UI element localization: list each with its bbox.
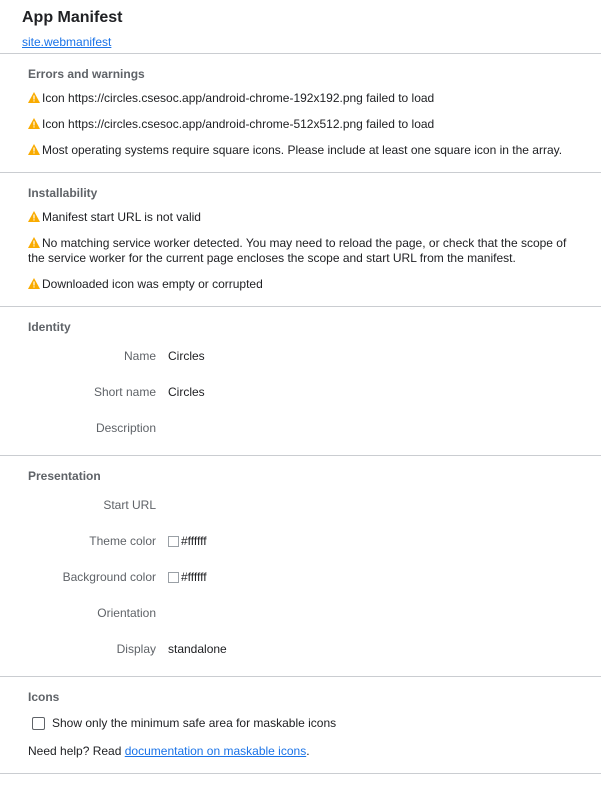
errors-section bbox=[0, 54, 601, 173]
icons-section bbox=[0, 677, 601, 774]
section-title: Errors and warnings bbox=[28, 67, 145, 81]
identity-row-description: Description bbox=[95, 421, 156, 435]
section-title: Presentation bbox=[28, 469, 101, 483]
maskable-icons-docs-link[interactable]: documentation on maskable icons bbox=[124, 744, 307, 758]
identity-row-name: Name Circles bbox=[123, 349, 205, 363]
warning-icon bbox=[28, 211, 40, 222]
maskable-help-text: Need help? Read documentation on maskable icons. bbox=[28, 744, 310, 758]
presentation-row-theme-color: Theme color #ffffff bbox=[89, 534, 207, 548]
theme-color-swatch bbox=[168, 536, 179, 547]
manifest-header bbox=[0, 0, 601, 54]
section-title: Identity bbox=[28, 320, 71, 334]
identity-section bbox=[0, 307, 601, 456]
presentation-section bbox=[0, 456, 601, 677]
warning-item: No matching service worker detected. You may need to reload the page, or check that the scope of the service worker for the current page encloses the scope and start URL from the manifest. bbox=[28, 236, 567, 265]
presentation-row-background-color: Background color #ffffff bbox=[62, 570, 207, 584]
presentation-row-display: Display standalone bbox=[116, 642, 227, 656]
presentation-row-start-url: Start URL bbox=[103, 498, 156, 512]
section-title: Installability bbox=[28, 186, 98, 200]
maskable-safe-area-checkbox[interactable] bbox=[32, 717, 45, 730]
warning-item: Manifest start URL is not valid bbox=[28, 210, 591, 225]
section-title: Icons bbox=[28, 690, 60, 704]
warning-icon bbox=[28, 237, 40, 248]
maskable-safe-area-checkbox-row[interactable]: Show only the minimum safe area for maskable icons bbox=[28, 715, 591, 731]
warning-icon bbox=[28, 278, 40, 289]
warning-item: Downloaded icon was empty or corrupted bbox=[28, 277, 591, 292]
warning-item: Most operating systems require square icons. Please include at least one square icon in the array. bbox=[28, 143, 591, 158]
warning-item: Icon https://circles.csesoc.app/android-chrome-192x192.png failed to load bbox=[28, 91, 591, 106]
installability-section bbox=[0, 173, 601, 307]
warning-icon bbox=[28, 92, 40, 103]
background-color-swatch bbox=[168, 572, 179, 583]
warning-icon bbox=[28, 118, 40, 129]
page-title: App Manifest bbox=[22, 9, 123, 26]
identity-row-short-name: Short name Circles bbox=[93, 385, 205, 399]
warning-icon bbox=[28, 144, 40, 155]
warning-item: Icon https://circles.csesoc.app/android-chrome-512x512.png failed to load bbox=[28, 117, 591, 132]
presentation-row-orientation: Orientation bbox=[97, 606, 156, 620]
manifest-file-link[interactable]: site.webmanifest bbox=[22, 35, 112, 49]
